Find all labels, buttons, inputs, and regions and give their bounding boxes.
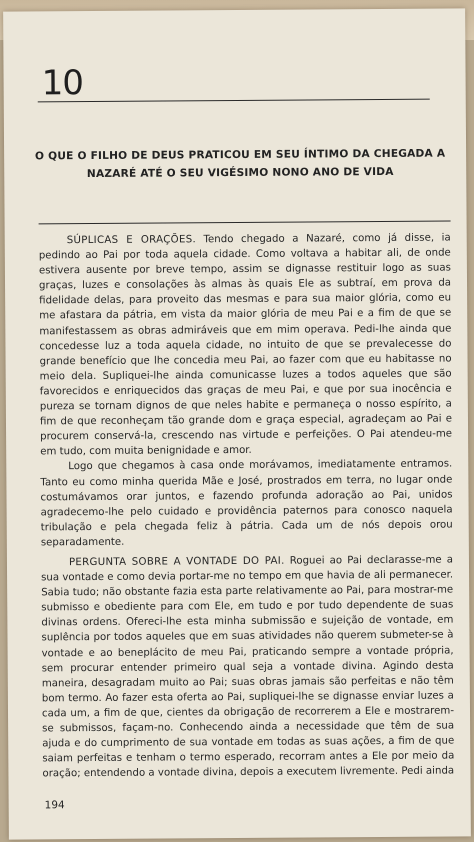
chapter-bottom-rule bbox=[39, 221, 451, 225]
section-heading-suplicas: SÚPLICAS E ORAÇÕES. bbox=[66, 234, 197, 247]
paragraph-suplicas-text: Tendo chegado a Nazaré, como já disse, ia pedindo ao Pai por toda aquela cidade. Como voltava a habitar ali, de onde estivera ausente por breve tempo, assim se dignasse restituir logo as suas graças, luzes e consolações às almas às quais Ele as subtraí, em prova da fidelidade delas, para proveito das mesmas e para sua maior glória, como eu me afastara da pátria, em vista da maior glória de meu Pai e a fim de que se manifestassem as obras admiráveis que em mim operava. Pedi-lhe ainda que concedesse luz a toda aquela cidade, no intuito de que se prevalecesse do grande benefício que lhe concedia meu Pai, ao fazer com que eu habitasse no meio dela. Supliquei-lhe ainda comunicasse luzes a todos aqueles que são favorecidos e enriquecidos das graças de meu Pai, e que por sua inocência e pureza se tornam dignos de que neles habite e permaneça o nosso espírito, a fim de que reconheçam tão grande dom e graça especial, agradeçam ao Pai e procurem conservá-la, crescendo nas virtude e perfeições. O Pai atendeu-me em tudo, com muita benignidade e amor. bbox=[38, 232, 453, 458]
paragraph-suplicas bbox=[39, 231, 453, 460]
paragraph-pergunta bbox=[41, 552, 455, 781]
chapter-number: 10 bbox=[41, 63, 84, 104]
section-heading-pergunta: PERGUNTA SOBRE A VONTADE DO PAI. bbox=[68, 555, 285, 569]
paragraph-pergunta-text: Roguei ao Pai declarasse-me a sua vontade e como devia portar-me no tempo em que havia de ali permanecer. Sabia tudo; não obstante fazia esta parte relativamente ao Pai, para mostrar-me submisso e obediente para com Ele, em tudo e por tudo dependente de suas divinas ordens. Ofereci-lhe esta minha submissão e sujeição de vontade, em suplência por todos aqueles que em suas atividades não querem submeter-se à vontade e ao beneplácito de meu Pai, praticando sempre a vontade própria, sem procurar entender primeiro qual seja a vontade divina. Agindo desta maneira, desagradam muito ao Pai; suas obras jamais são perfeitas e não têm bom termo. Ao fazer esta oferta ao Pai, supliquei-lhe se dignasse enviar luzes a cada um, a fim de que, cientes da obrigação de recorrerem a Ele e mostrarem-se submissos, façam-no. Conhecendo ainda a necessidade que têm de sua ajuda e do cumprimento de sua vontade em todas as suas ações, a fim de que saiam perfeitas e tenham o termo esperado, recorram antes a Ele por meio da oração; entendendo a vontade divina, depois a executem livremente. Pedi ainda bbox=[41, 554, 455, 780]
chapter-top-rule bbox=[38, 99, 430, 103]
chapter-title: O QUE O FILHO DE DEUS PRATICOU EM SEU ÍNTIMO DA CHEGADA A NAZARÉ ATÉ O SEU VIGÉSIMO NONO ANO DE VIDA bbox=[34, 147, 446, 181]
page-number: 194 bbox=[44, 799, 65, 812]
body-text bbox=[39, 231, 455, 782]
book-page bbox=[3, 8, 471, 839]
paragraph-chegada: Logo que chegamos à casa onde morávamos, imediatamente entramos. Tanto eu como minha querida Mãe e José, prostrados em terra, no lugar onde costumávamos orar juntos, e fazendo profunda adoração ao Pai, unidos agradecemo-lhe pelo cuidado e providência paternos para conosco naquela tribulação e pela chegada feliz à pátria. Cada um de nós depois orou separadamente. bbox=[40, 458, 453, 549]
